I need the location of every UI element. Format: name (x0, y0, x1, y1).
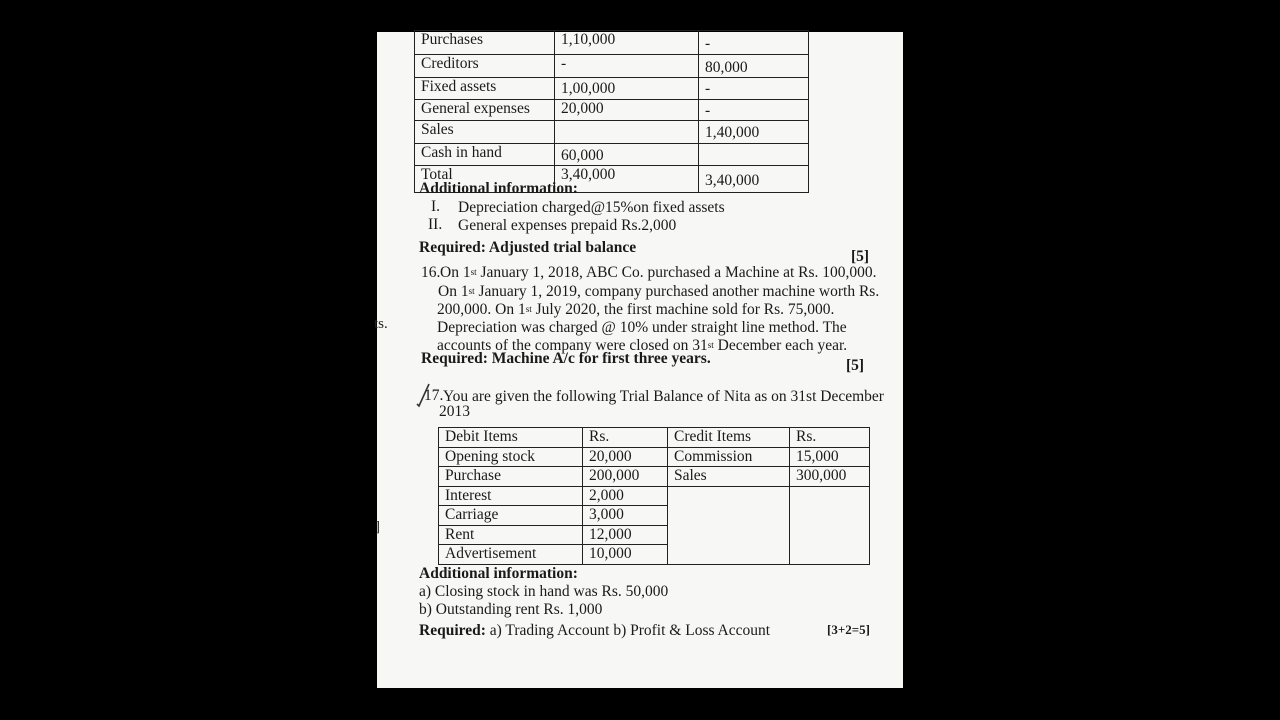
debit-cell: 1,10,000 (555, 31, 699, 55)
debit-cell: - (555, 54, 699, 78)
marks-q17: [3+2=5] (827, 622, 870, 637)
debit-amount-cell: 20,000 (583, 447, 668, 467)
additional-info-heading-q15: Additional information: (419, 180, 578, 197)
q17-intro-line1: You are given the following Trial Balance of Nita as on 31st December (443, 388, 884, 405)
debit-item-cell: Interest (439, 486, 583, 506)
credit-cell: - (699, 31, 809, 55)
item-cell: Fixed assets (415, 78, 555, 100)
table-row (439, 467, 870, 487)
debit-amount-cell: 10,000 (583, 545, 668, 565)
question-number-q16: 16. (421, 264, 441, 281)
header-debit-rs: Rs. (583, 428, 668, 448)
debit-item-cell: Advertisement (439, 545, 583, 565)
credit-cell: 80,000 (699, 54, 809, 78)
item-cell: Cash in hand (415, 143, 555, 166)
additional-item-num: II. (428, 216, 443, 233)
additional-item-num: I. (431, 198, 441, 215)
credit-item-cell: Sales (668, 467, 790, 487)
required-q16 (421, 350, 711, 368)
debit-cell: 60,000 (555, 143, 699, 166)
required-label: Required: (421, 350, 488, 367)
header-credit-items: Credit Items (668, 428, 790, 448)
credit-cell: - (699, 99, 809, 121)
credit-cell (699, 143, 809, 166)
margin-text-fragment: ts. (374, 316, 388, 332)
debit-amount-cell: 12,000 (583, 525, 668, 545)
header-debit-items: Debit Items (439, 428, 583, 448)
debit-amount-cell: 200,000 (583, 467, 668, 487)
required-text: a) Trading Account b) Profit & Loss Account (489, 622, 771, 639)
required-text: Adjusted trial balance (488, 239, 637, 256)
item-cell: Sales (415, 121, 555, 144)
credit-cell: 3,40,000 (699, 166, 809, 193)
question-number-q17: 17. (424, 387, 444, 404)
debit-amount-cell: 2,000 (583, 486, 668, 506)
margin-text-fragment: ] (375, 519, 380, 535)
debit-item-cell: Purchase (439, 467, 583, 487)
debit-item-cell: Carriage (439, 506, 583, 526)
debit-amount-cell: 3,000 (583, 506, 668, 526)
table-row (415, 121, 809, 144)
table-row (415, 54, 809, 78)
header-credit-rs: Rs. (790, 428, 870, 448)
table-row (415, 143, 809, 166)
q16-line: accounts of the company were closed on 31st December each year. (437, 337, 848, 354)
item-cell: Creditors (415, 54, 555, 78)
item-cell: General expenses (415, 99, 555, 121)
additional-item: b) Outstanding rent Rs. 1,000 (419, 601, 603, 618)
required-q15 (419, 239, 636, 257)
q16-line: On 1st January 1, 2018, ABC Co. purchased a Machine at Rs. 100,000. (440, 264, 877, 281)
required-label: Required: (419, 239, 486, 256)
q16-line: 200,000. On 1st July 2020, the first machine sold for Rs. 75,000. (437, 301, 835, 318)
table-row (439, 447, 870, 467)
table-row (415, 31, 809, 55)
marks-q16: [5] (846, 357, 865, 374)
additional-info-heading-q17: Additional information: (419, 565, 578, 582)
debit-item-cell: Rent (439, 525, 583, 545)
credit-cell: - (699, 78, 809, 100)
credit-amount-cell: 15,000 (790, 447, 870, 467)
required-q17 (419, 622, 770, 640)
q16-line: Depreciation was charged @ 10% under straight line method. The (437, 319, 847, 336)
required-text: Machine A/c for first three years. (491, 350, 711, 367)
trial-balance-table-q15 (414, 30, 809, 193)
item-cell: Purchases (415, 31, 555, 55)
debit-cell: 3,40,000 (555, 166, 699, 193)
debit-cell: 20,000 (555, 99, 699, 121)
scanned-exam-page (374, 31, 903, 688)
credit-amount-cell: 300,000 (790, 467, 870, 487)
q17-intro-line2: 2013 (439, 403, 470, 420)
additional-item: a) Closing stock in hand was Rs. 50,000 (419, 583, 669, 600)
credit-item-cell: Commission (668, 447, 790, 467)
debit-item-cell: Opening stock (439, 447, 583, 467)
credit-item-empty-cell (668, 486, 790, 564)
credit-cell: 1,40,000 (699, 121, 809, 144)
trial-balance-table-q17 (438, 427, 870, 565)
credit-amount-empty-cell (790, 486, 870, 564)
additional-item-text: General expenses prepaid Rs.2,000 (458, 217, 677, 234)
additional-item-text: Depreciation charged@15%on fixed assets (458, 199, 725, 216)
table-row (415, 78, 809, 100)
table-header-row (439, 428, 870, 448)
table-row (439, 486, 870, 506)
debit-cell (555, 121, 699, 144)
debit-cell: 1,00,000 (555, 78, 699, 100)
table-row (415, 99, 809, 121)
q16-line: On 1st January 1, 2019, company purchased another machine worth Rs. (438, 283, 880, 300)
marks-q15: [5] (851, 248, 870, 265)
required-label: Required: (419, 622, 486, 639)
item-cell: Total (415, 166, 555, 193)
